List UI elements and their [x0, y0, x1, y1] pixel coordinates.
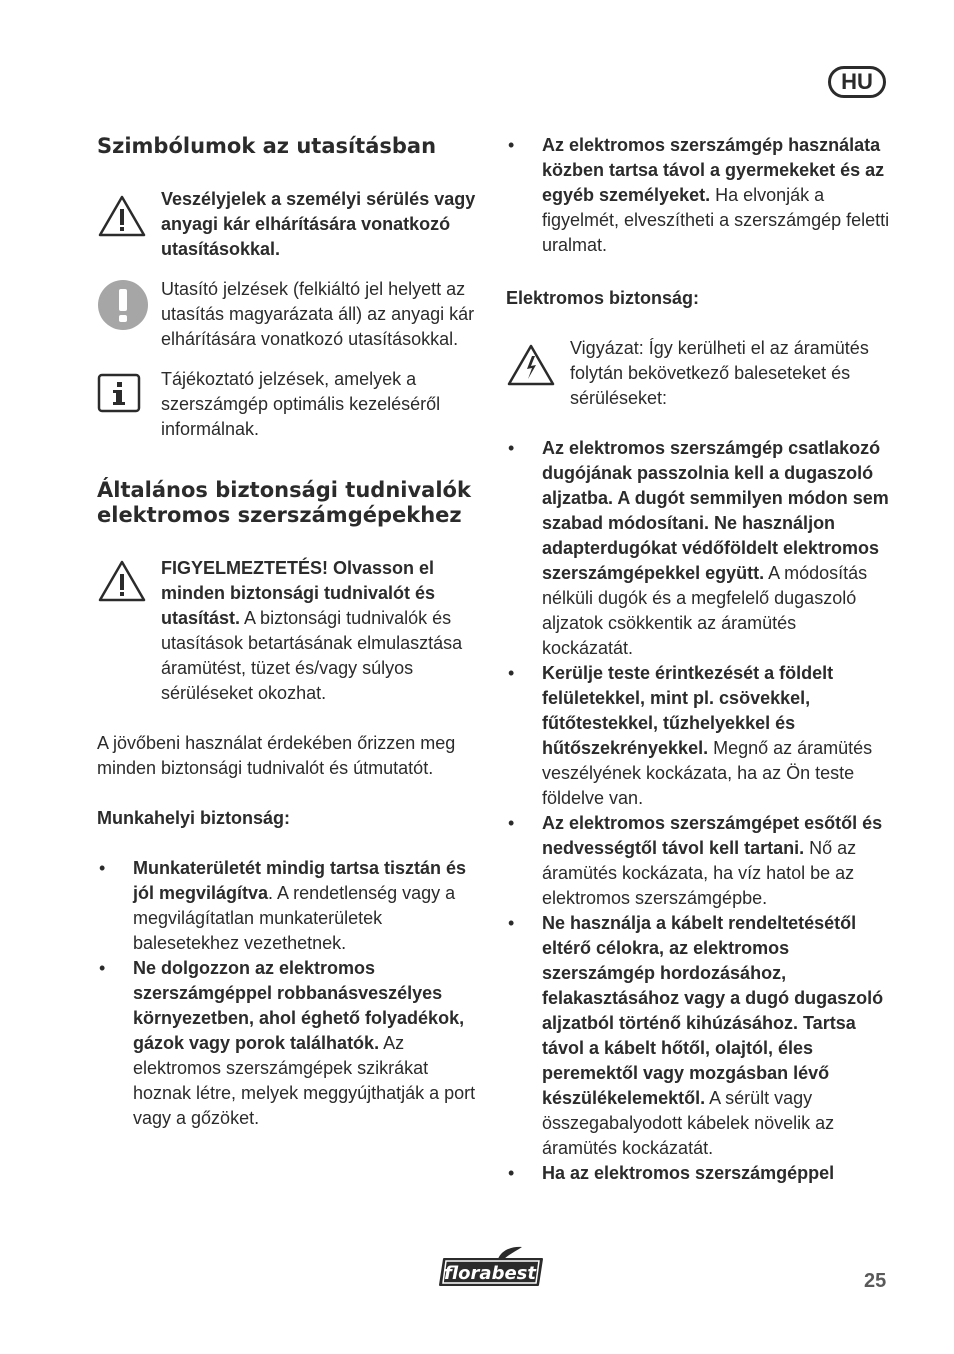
list-item-bold: Ne dolgozzon az elektromos szerszámgéppel robbanásveszélyes környezetben, ahol éghető folyadékok, gázok vagy porok találhatók.	[133, 958, 465, 1053]
list-item-text: Megnő az áramütés veszélyének kockázata, ha az Ön teste földelve van.	[542, 738, 873, 808]
list-item-bold: Kerülje teste érintkezését a földelt felületekkel, mint pl. csövekkel, fűtőtestekkel, tűzhelyekkel és hűtőszekrényekkel.	[542, 663, 834, 758]
warning-triangle-icon	[97, 556, 161, 706]
bullet: •	[508, 135, 515, 155]
list-item	[506, 661, 891, 811]
bullet: •	[508, 438, 515, 458]
warning-text	[161, 556, 482, 706]
symbol-instruction-text: Utasító jelzések (felkiáltó jel helyett az utasítás magyarázata áll) az anyagi kár elhárítására vonatkozó utasításokkal.	[161, 279, 475, 349]
list-item	[506, 436, 891, 661]
symbol-info-row	[97, 367, 482, 442]
list-item-text: . A rendetlenség vagy a megvilágítatlan munkaterületek balesetekhez vezethetnek.	[133, 883, 456, 953]
keep-instructions-text: A jövőbeni használat érdekében őrizzen meg minden biztonsági tudnivalót és útmutatót.	[97, 733, 456, 778]
list-item-bold: Az elektromos szerszámgép csatlakozó dugójának passzolnia kell a dugaszoló aljzatba. A dugót semmilyen módon sem szabad módosítani. Ne használjon adapterdugókat védőföldelt elektromos szerszámgépekkel együtt.	[542, 438, 889, 583]
warning-normal: A biztonsági tudnivalók és utasítások betartásának elmulasztása áramütést, tüzet és/vagy súlyos sérüléseket okozhat.	[161, 608, 463, 703]
caution-row	[506, 336, 891, 411]
symbol-danger-row	[97, 187, 482, 262]
bullet: •	[99, 858, 106, 878]
logo-text: florabest	[444, 1263, 536, 1284]
list-item	[506, 911, 891, 1161]
list-item-bold: Ne használja a kábelt rendeltetésétől eltérő célokra, az elektromos szerszámgép hordozásához, felakasztásához vagy a dugó dugaszoló aljzatból történő kihúzásához. Tartsa távol a kábelt hőtől, olajtól, éles peremektől vagy mozgásban lévő készülékelemektől.	[542, 913, 884, 1108]
workplace-safety-heading: Munkahelyi biztonság:	[97, 808, 291, 828]
list-item	[506, 811, 891, 911]
bullet: •	[508, 1163, 515, 1183]
bullet: •	[508, 663, 515, 683]
symbols-heading: Szimbólumok az utasításban	[97, 134, 437, 158]
language-badge	[828, 66, 886, 98]
right-column	[506, 130, 891, 1186]
list-item-text: A sérült vagy összegabalyodott kábelek növelik az áramütés kockázatát.	[542, 1088, 835, 1158]
electric-hazard-icon	[506, 336, 570, 411]
language-label: HU	[841, 69, 873, 94]
list-item-text: Nő az áramütés kockázata, ha víz hatol be az elektromos szerszámgépbe.	[542, 838, 857, 908]
list-item	[97, 856, 482, 956]
list-item-bold: Az elektromos szerszámgépet esőtől és nedvességtől távol kell tartani.	[542, 813, 883, 858]
warning-bold: FIGYELMEZTETÉS! Olvasson el minden biztonsági tudnivalót és utasítást.	[161, 558, 436, 628]
list-item-bold: Az elektromos szerszámgép használata közben tartsa távol a gyermekeket és az egyéb személyeket.	[542, 135, 885, 205]
list-item-text: Az elektromos szerszámgépek szikrákat hoznak létre, melyek meggyújthatják a port vagy a gőzöket.	[133, 1033, 476, 1128]
florabest-logo	[438, 1245, 550, 1289]
list-item-text: Ha elvonják a figyelmét, elveszítheti a szerszámgép feletti uralmat.	[542, 185, 890, 255]
list-item-bold: Munkaterületét mindig tartsa tisztán és jól megvilágítva	[133, 858, 467, 903]
electrical-safety-heading: Elektromos biztonság:	[506, 288, 700, 308]
bullet: •	[508, 813, 515, 833]
symbol-instruction-row	[97, 277, 482, 352]
caution-text: Vigyázat: Így kerülheti el az áramütés folytán bekövetkező baleseteket és sérüléseket:	[570, 338, 869, 408]
exclamation-circle-icon	[97, 277, 161, 352]
symbol-info-text: Tájékoztató jelzések, amelyek a szerszámgép optimális kezeléséről informálnak.	[161, 369, 441, 439]
left-column	[97, 130, 482, 1131]
list-item	[97, 956, 482, 1131]
info-icon	[97, 367, 161, 442]
general-safety-heading: Általános biztonsági tudnivalók elektromos szerszámgépekhez	[97, 478, 471, 527]
bullet: •	[99, 958, 106, 978]
symbol-danger-text: Veszélyjelek a személyi sérülés vagy anyagi kár elhárítására vonatkozó utasításokkal.	[161, 189, 476, 259]
list-item	[506, 133, 891, 258]
warning-triangle-icon	[97, 187, 161, 262]
list-item-bold: Ha az elektromos szerszámgéppel	[542, 1163, 835, 1183]
page-number: 25	[864, 1270, 887, 1292]
list-item-text: A módosítás nélküli dugók és a megfelelő dugaszoló aljzatok csökkentik az áramütés kockázatát.	[542, 563, 868, 658]
list-item	[506, 1161, 891, 1186]
bullet: •	[508, 913, 515, 933]
warning-row	[97, 556, 482, 706]
